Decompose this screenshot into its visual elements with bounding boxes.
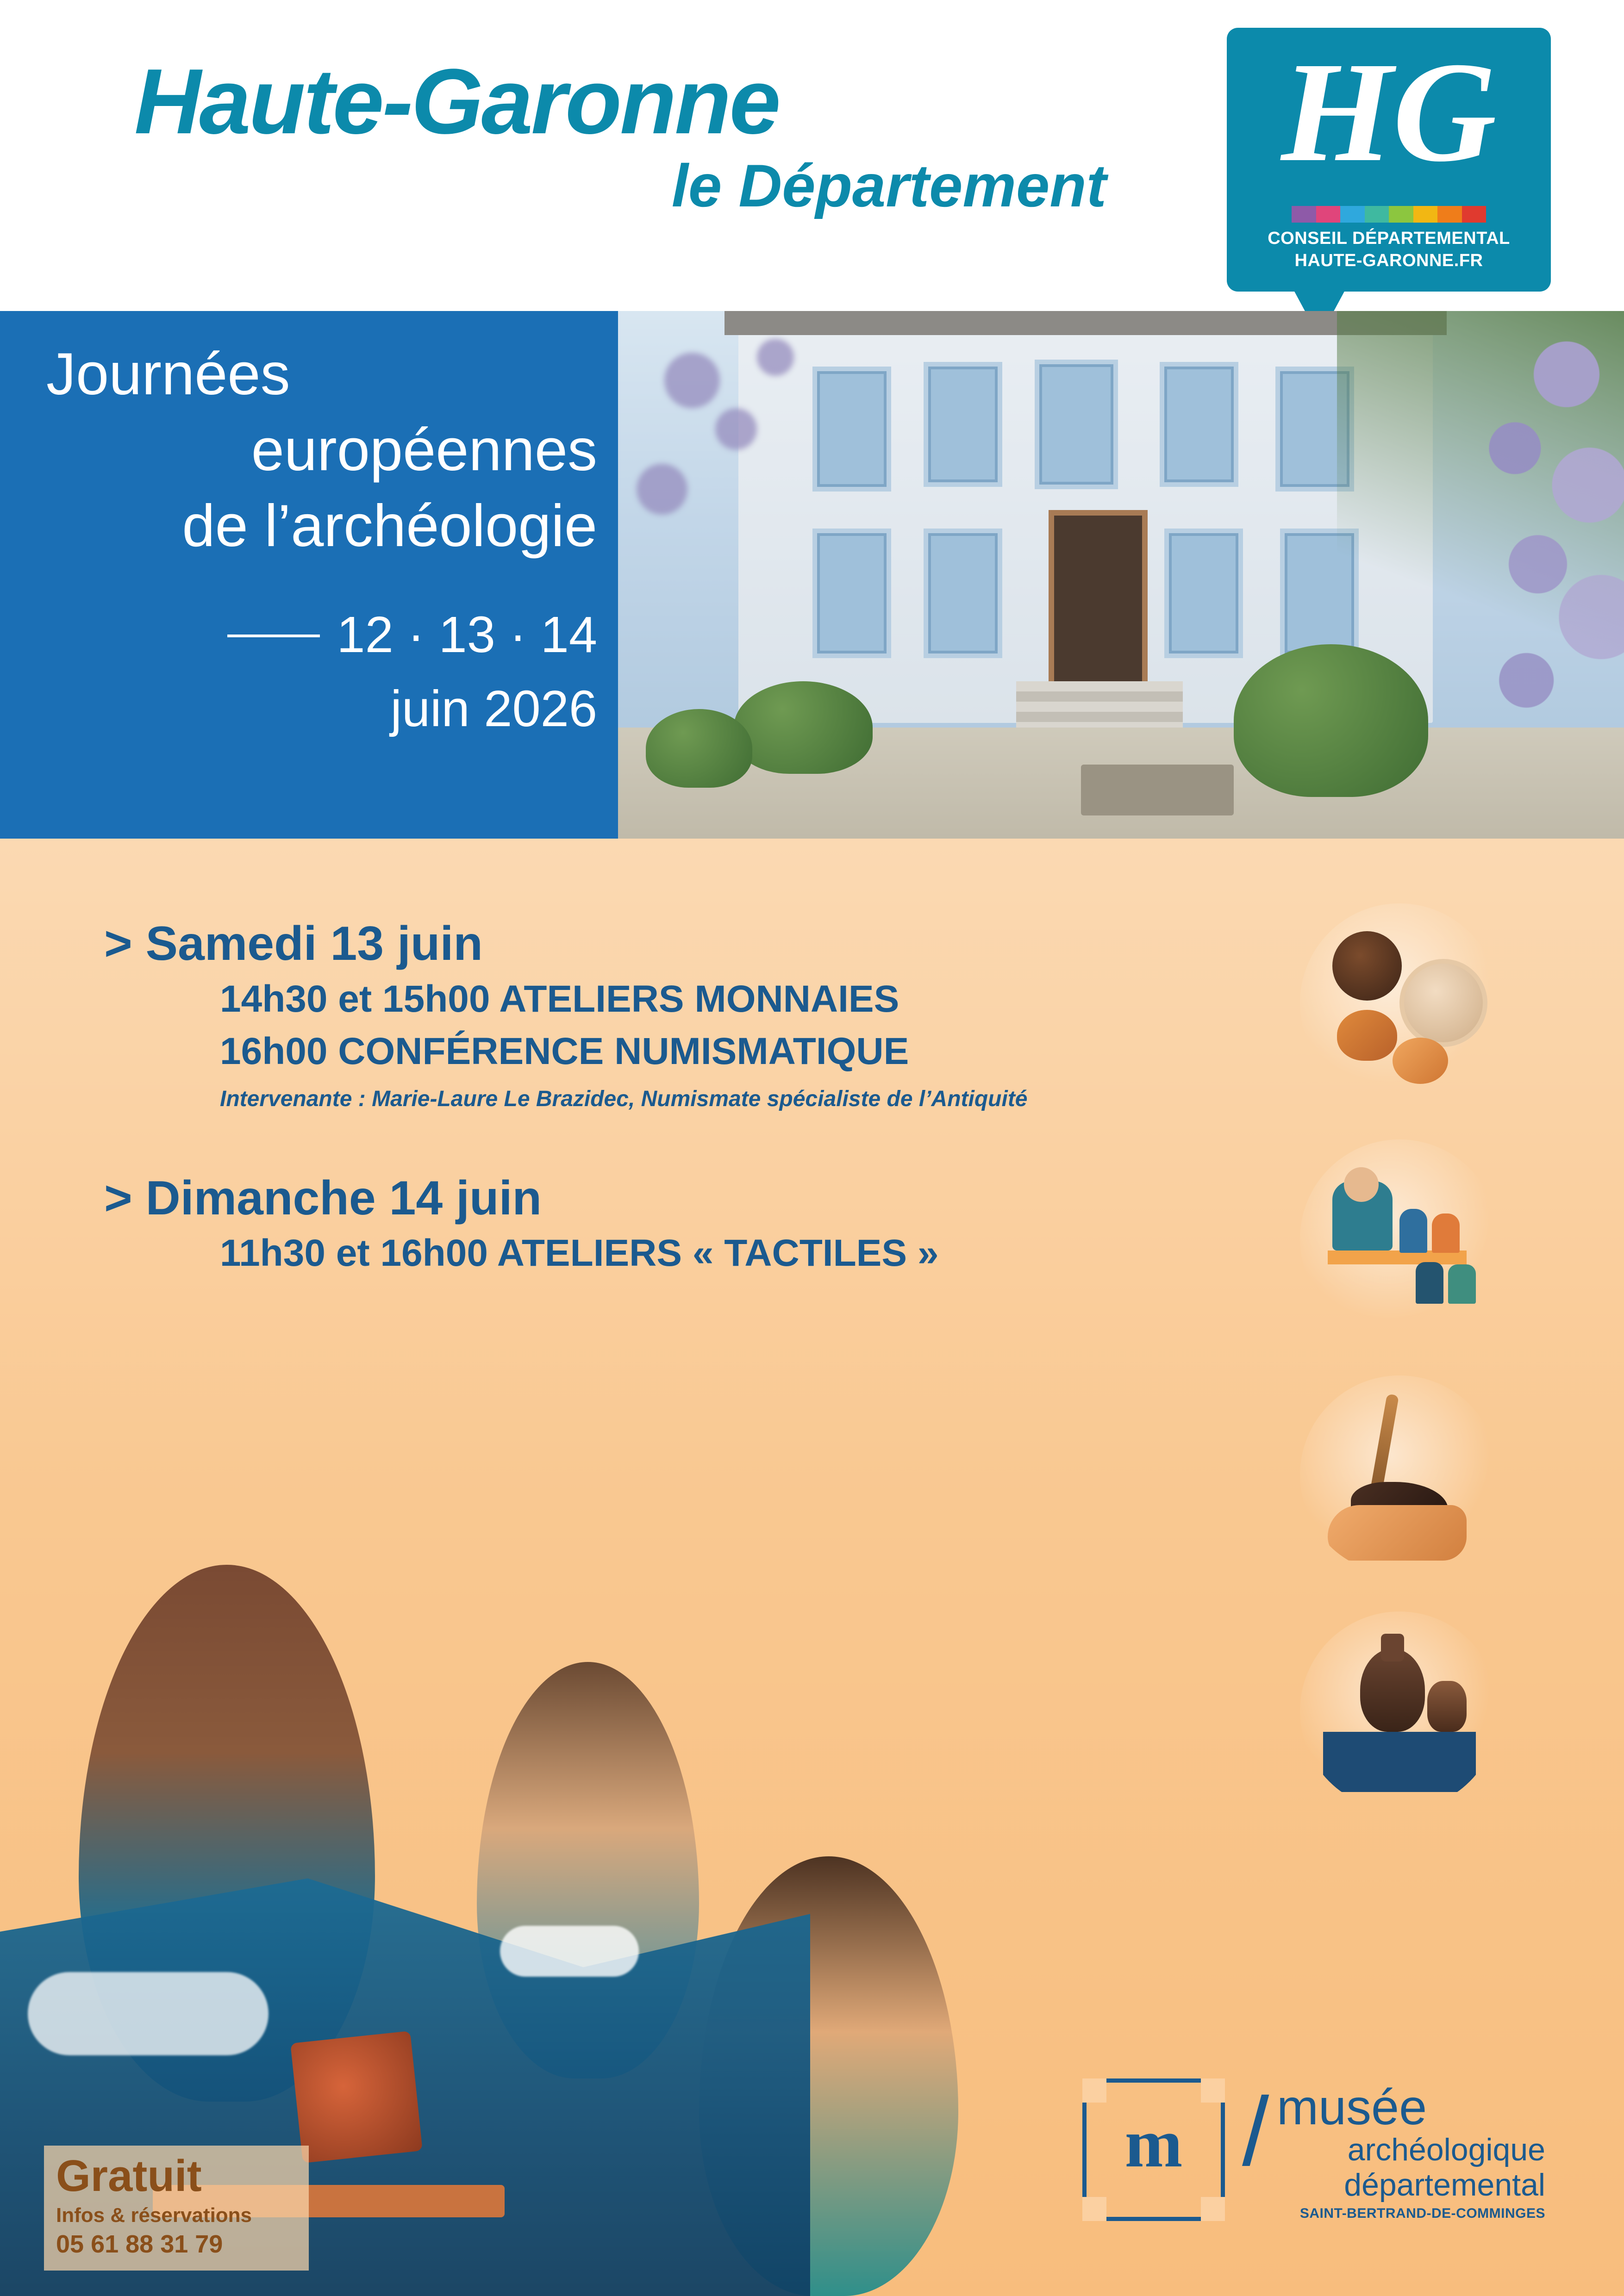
photo-window: [812, 529, 891, 658]
title-panel: [0, 311, 618, 839]
hg-color-strip: [1292, 206, 1486, 223]
hg-subtitle-line1: CONSEIL DÉPARTEMENTAL: [1268, 229, 1510, 248]
audience-figure: [1399, 1209, 1427, 1253]
speaker-head: [1344, 1167, 1379, 1202]
display-plinth: [1323, 1732, 1476, 1792]
hg-subtitle-line2: HAUTE-GARONNE.FR: [1294, 250, 1483, 270]
museum-logo-slash: /: [1242, 2077, 1269, 2186]
logo-corner: [1082, 2197, 1106, 2221]
photo-window: [1035, 360, 1118, 489]
museum-logo-mark: [1082, 2078, 1225, 2221]
activity-icon-column: [1300, 903, 1541, 1848]
photo-window: [812, 367, 891, 492]
photo-window: [1160, 362, 1238, 487]
photo-blossom: [715, 408, 757, 450]
program-event: 16h00 CONFÉRENCE NUMISMATIQUE: [220, 1030, 909, 1072]
audience-figure: [1432, 1213, 1460, 1253]
coins-icon: [1300, 903, 1499, 1102]
header: [0, 0, 1624, 311]
program-spacer: [104, 1114, 1262, 1170]
hg-speech-bubble-logo: [1227, 28, 1551, 333]
free-entry-info: Infos & réservations: [56, 2204, 252, 2227]
coin-shape: [1337, 1010, 1397, 1061]
photo-hedge: [734, 681, 873, 774]
hand-shape: [1328, 1505, 1467, 1561]
free-entry-box: [44, 2146, 309, 2271]
audience-figure: [1416, 1262, 1443, 1304]
coin-shape: [1332, 931, 1402, 1001]
museum-logo-text: [1277, 2079, 1545, 2222]
conference-icon: [1300, 1139, 1499, 1338]
museum-name-line1: musée: [1277, 2079, 1427, 2135]
program-event: 14h30 et 15h00 ATELIERS MONNAIES: [220, 977, 899, 1020]
photo-window: [1164, 529, 1243, 658]
event-title-line2: européennes: [251, 417, 597, 483]
photo-blossom: [664, 353, 720, 408]
photo-blossom: [757, 339, 794, 376]
museum-name-line2: archéologique: [1347, 2132, 1545, 2167]
audience-figure: [1448, 1264, 1476, 1304]
museum-location: SAINT-BERTRAND-DE-COMMINGES: [1299, 2206, 1545, 2221]
museum-name-line3: départemental: [1344, 2167, 1545, 2203]
dates-rule: [227, 635, 320, 637]
hg-monogram: HG: [1281, 33, 1497, 192]
event-title: [46, 336, 597, 564]
event-dates: [46, 598, 597, 746]
program-day-heading: > Dimanche 14 juin: [104, 1171, 542, 1225]
logo-corner: [1082, 2078, 1106, 2103]
free-entry-phone[interactable]: 05 61 88 31 79: [56, 2230, 223, 2258]
museum-photo: [618, 311, 1624, 839]
illustration-ruins: [290, 2031, 423, 2163]
event-title-line3: de l’archéologie: [182, 492, 597, 559]
logo-corner: [1201, 2197, 1225, 2221]
photo-blossom: [637, 464, 687, 515]
museum-logo: [1082, 2074, 1545, 2227]
event-dates-line2: juin 2026: [390, 680, 597, 737]
program-list: [104, 915, 1262, 1279]
event-dates-line1: 12 · 13 · 14: [46, 598, 597, 672]
amphora-icon: [1300, 1612, 1499, 1811]
photo-entrance-door: [1049, 510, 1148, 697]
illustration-cloud: [500, 1926, 639, 1977]
program-event: 11h30 et 16h00 ATELIERS « TACTILES »: [220, 1232, 939, 1275]
coin-shape: [1399, 959, 1487, 1047]
department-logo-line2: le Département: [671, 152, 1106, 219]
photo-hedge: [646, 709, 752, 788]
photo-window: [924, 362, 1002, 487]
logo-corner: [1201, 2078, 1225, 2103]
touch-hand-icon: [1300, 1375, 1499, 1574]
department-logo: [134, 50, 1120, 219]
photo-museum-plaque: [1081, 765, 1234, 815]
main-content: [0, 839, 1624, 2296]
photo-wisteria: [1337, 311, 1624, 839]
amphora-neck: [1381, 1634, 1404, 1661]
free-entry-title: Gratuit: [56, 2151, 202, 2201]
museum-logo-letter: m: [1124, 2105, 1183, 2182]
photo-window: [924, 529, 1002, 658]
illustration-cloud: [28, 1972, 269, 2055]
event-title-line1: Journées: [46, 341, 290, 407]
small-vase: [1427, 1681, 1467, 1732]
hg-subtitle: [1227, 228, 1551, 272]
coin-shape: [1393, 1038, 1448, 1084]
department-logo-line1: Haute-Garonne: [134, 50, 779, 153]
program-speaker: Intervenante : Marie-Laure Le Brazidec, Numismate spécialiste de l’Antiquité: [220, 1087, 1028, 1112]
program-day-heading: > Samedi 13 juin: [104, 917, 483, 971]
